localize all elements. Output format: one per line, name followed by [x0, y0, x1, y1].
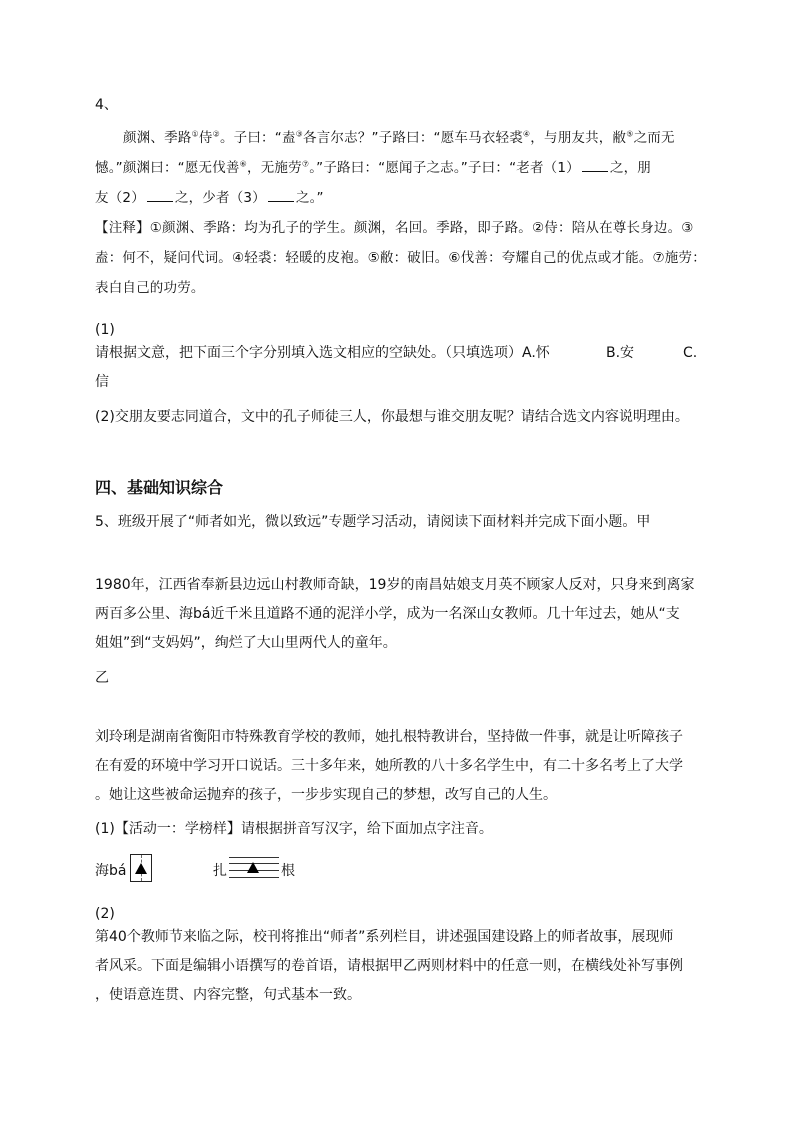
pinyin-line — [229, 877, 279, 878]
character-box[interactable] — [130, 854, 152, 882]
subquestion-5-2-line-2: 者风采。下面是编辑小语撰写的卷首语，请根据甲乙两则材料中的任意一则，在横线处补写事例 — [95, 958, 683, 974]
text-seg: 。”子路曰：“愿闻子之志。”子曰：“老者（1） — [309, 160, 580, 176]
annotation-line-2: 盍：何不，疑问代词。④轻裘：轻暖的皮袍。⑤敝：破旧。⑥伐善：夸耀自己的优点或才能。⑦施劳： — [95, 250, 706, 266]
text-seg: 各言尔志？”子路曰：“愿车马衣轻裘 — [303, 130, 523, 146]
note-mark: ④ — [522, 129, 531, 139]
subquestion-5-2-line-3: ，使语意连贯、内容完整，句式基本一致。 — [95, 987, 361, 1003]
material-jia-line-2: 两百多公里、海bá近千米且道路不通的泥洋小学，成为一名深山女教师。几十年过去，她从“支 — [95, 606, 680, 622]
note-mark: ⑦ — [301, 159, 310, 169]
option-c-char: 信 — [95, 374, 109, 390]
triangle-marker-icon — [135, 863, 147, 874]
annotation-line-3: 表白自己的功劳。 — [95, 280, 205, 296]
option-b: B.安 — [606, 345, 635, 361]
material-yi-line-3: 。她让这些被命运抛弃的孩子，一步步实现自己的梦想，改写自己的人生。 — [95, 787, 557, 803]
subquestion-2: (2)交朋友要志同道合，文中的孔子师徒三人，你最想与谁交朋友呢？请结合选文内容说明理由。 — [95, 409, 689, 425]
note-mark: ⑤ — [626, 129, 634, 139]
material-yi-line-1: 刘玲琍是湖南省衡阳市特殊教育学校的教师，她扎根特教讲台，坚持做一件事，就是让听障孩子 — [95, 729, 683, 745]
classical-text-line-1 — [123, 128, 675, 148]
fill-blank-1[interactable] — [582, 158, 608, 172]
word-1-prefix: 海bá — [95, 863, 127, 879]
text-seg: 。子曰：“盍 — [219, 130, 296, 146]
classical-text-line-2 — [95, 158, 651, 178]
annotation-line-1: 【注释】①颜渊、季路：均为孔子的学生。颜渊，名回。季路，即子路。②侍：陪从在尊长身边。③ — [95, 220, 694, 236]
subquestion-1-number: (1) — [95, 322, 115, 338]
word-2-prefix: 扎 — [213, 863, 227, 879]
note-mark: ⑥ — [239, 159, 248, 169]
note-mark: ② — [212, 129, 220, 139]
text-seg: 之。” — [295, 190, 324, 206]
subquestion-5-1: (1)【活动一：学榜样】请根据拼音写汉字，给下面加点字注音。 — [95, 821, 493, 837]
subquestion-1-text — [95, 343, 550, 363]
subquestion-5-2-number: (2) — [95, 906, 115, 922]
fill-blank-3[interactable] — [268, 188, 294, 202]
option-c-letter: C. — [683, 345, 698, 361]
text-seg: 之，少者（3） — [174, 190, 266, 206]
section-heading: 四、基础知识综合 — [95, 478, 224, 497]
question-5-intro: 5、班级开展了“师者如光，微以致远”专题学习活动，请阅读下面材料并完成下面小题。甲 — [95, 514, 651, 530]
text-seg: 憾。”颜渊曰：“愿无伐善 — [95, 160, 240, 176]
classical-text-line-3 — [95, 188, 324, 208]
note-mark: ③ — [295, 129, 304, 139]
word-2-suffix: 根 — [281, 863, 295, 879]
material-yi-line-2: 在有爱的环境中学习开口说话。三十多年来，她所教的八十多名学生中，有二十多名考上了大学 — [95, 758, 683, 774]
material-jia-line-3: 姐姐”到“支妈妈”，绚烂了大山里两代人的童年。 — [95, 635, 397, 651]
pinyin-line — [229, 857, 279, 858]
subquestion-5-2-line-1: 第40个教师节来临之际，校刊将推出“师者”系列栏目，讲述强国建设路上的师者故事，展现师 — [95, 929, 674, 945]
text-seg: 侍 — [198, 130, 213, 146]
text-seg: 之而无 — [633, 130, 675, 146]
material-jia-line-1: 1980年，江西省奉新县边远山村教师奇缺，19岁的南昌姑娘支月英不顾家人反对，只身来到离家 — [95, 577, 695, 593]
triangle-marker-icon — [247, 862, 259, 873]
fill-blank-2[interactable] — [147, 188, 173, 202]
text-seg: 友（2） — [95, 190, 145, 206]
text-seg: 请根据文意，把下面三个字分别填入选文相应的空缺处。（只填选项）A.怀 — [95, 345, 550, 361]
text-seg: 颜渊、季路 — [123, 130, 192, 146]
note-mark: ① — [191, 129, 199, 139]
question-4-number: 4、 — [95, 97, 118, 113]
material-yi-label: 乙 — [95, 670, 109, 686]
text-seg: ，与朋友共，敝 — [530, 130, 627, 146]
text-seg: 之，朋 — [609, 160, 651, 176]
text-seg: ，无施劳 — [247, 160, 302, 176]
